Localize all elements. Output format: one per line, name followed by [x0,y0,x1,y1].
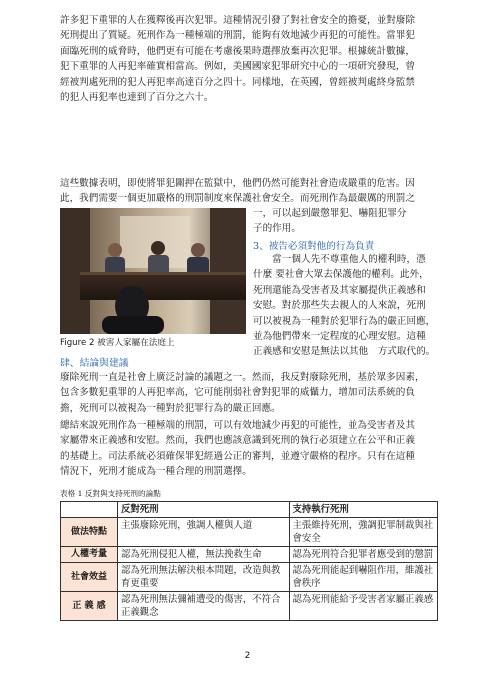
text-line: 擔，死刑可以被視為一種對於犯罪行為的嚴正回應。 [60,402,281,414]
text-line: 總結來說死刑作為一種極端的刑罰，可以有效地減少再犯的可能性，並為受害者及其 [60,420,415,431]
table-row [61,518,438,547]
summary-paragraph [60,418,438,480]
body-paragraph-social-safety [60,176,438,207]
table-cell: 認為死刑無法解決根本問題，改造與教育更重要 [118,563,290,592]
text-line: 死刑提出了質疑。死刑作為一種極端的刑罰，能夠有效地減少再犯的可能性。當罪犯 [60,30,415,42]
text-line: 當一個人先不尊重他人的權利時，憑 [253,254,426,265]
subsection-heading: 3、被告必須對他的行為負責 [253,241,375,252]
table-row [61,563,438,592]
table-cell: 認為死刑能起到嚇阻作用，維護社會秩序 [289,563,438,592]
text-line: 子的作用。 [253,223,301,235]
text-line: 情況下，死刑才能成為一種合理的刑罰選擇。 [60,466,252,478]
row-header: 社會效益 [61,563,118,592]
text-line: 包含多數犯重罪的人再犯率高，它可能削弱社會對犯罪的威懾力，增加司法系統的負 [60,387,415,399]
table-cell: 認為死刑符合犯罪者應受到的懲罰 [289,547,438,563]
conclusion-paragraph [60,370,438,416]
table-row [61,547,438,563]
row-header: 做法特點 [61,518,118,547]
body-paragraph-recidivism [60,13,438,105]
text-line: 廢除死刑一直是社會上廣泛討論的議題之一。然而，我反對廢除死刑，基於眾多因素， [60,372,425,383]
text-line: 並為他們帶來一定程度的心理安慰。這種 [253,331,426,343]
column-header-support: 支持執行死刑 [289,502,438,518]
text-line: 此，我們需要一個更加嚴格的刑罰制度來保護社會安全。而死刑作為最嚴厲的刑罰之 [60,193,415,205]
figure-caption [60,336,175,348]
column-header-against: 反對死刑 [118,502,290,518]
text-line: 經被判處死刑的犯人再犯率高達百分之四十。同樣地，在英國，曾經被判處終身監禁 [60,76,415,88]
table-header-row [61,502,438,518]
wrapped-text-column [253,252,441,360]
page-number: 2 [244,651,251,661]
figure-label: Figure 2 [60,338,95,348]
table-cell: 認為死刑無法彌補遭受的傷害，不符合正義觀念 [118,592,290,621]
text-line: 犯下重罪的人再犯率確實相當高。例如，美國國家犯罪研究中心的一項研究發現，曾 [60,61,415,73]
courtroom-photo [60,208,246,334]
text-line: 面臨死刑的威脅時，他們更有可能在考慮後果時選擇放棄再次犯罪。根據統計數據， [60,45,415,57]
text-line: 死刑還能為受害者及其家屬提供正義感和 [253,284,426,296]
table-cell: 認為死刑侵犯人權，無法挽救生命 [118,547,290,563]
text-line: 的基礎上。司法系統必須確保罪犯經過公正的審判，並遵守嚴格的程序。只有在這種 [60,450,415,462]
row-header: 人權考量 [61,547,118,563]
text-line: 家屬帶來正義感和安慰。然而，我們也應該意識到死刑的執行必須建立在公平和正義 [60,435,415,447]
text-line: 的犯人再犯率也達到了百分之六十。 [60,92,214,104]
table-cell: 認為死刑能給予受害者家屬正義感 [289,592,438,621]
comparison-table [60,501,438,621]
text-line: 可以被視為一種對於犯罪行為的嚴正回應， [253,315,436,327]
table-cell: 主張維持死刑，強調犯罪制裁與社會安全 [289,518,438,547]
table-cell: 主張廢除死刑，強調人權與人道 [118,518,290,547]
table-caption: 表格 1 反對與支持死刑的論點 [60,489,161,498]
table-corner-cell [61,502,118,518]
text-line: 許多犯下重罪的人在獲釋後再次犯罪。這種情況引發了對社會安全的擔憂，並對廢除 [60,15,415,26]
figure-caption-text: 被害人家屬在法庭上 [94,338,175,348]
row-header: 正 義 感 [61,592,118,621]
text-line: 這些數據表明，即使將罪犯關押在監獄中，他們仍然可能對社會造成嚴重的危害。因 [60,178,415,189]
wrapped-text-column [253,206,441,237]
section-heading: 肆、結論與建議 [60,358,129,369]
text-line: 一，可以起到嚴懲罪犯、嚇阻犯罪分 [253,208,407,219]
text-line: 正義感和安慰是無法以其他 方式取代的。 [253,346,436,358]
text-line: 什麼 要社會大眾去保護他的權利。此外， [253,269,429,281]
text-line: 安慰。對於那些失去親人的人來說，死刑 [253,300,426,312]
courtroom-illustration [60,208,246,334]
table-row [61,592,438,621]
